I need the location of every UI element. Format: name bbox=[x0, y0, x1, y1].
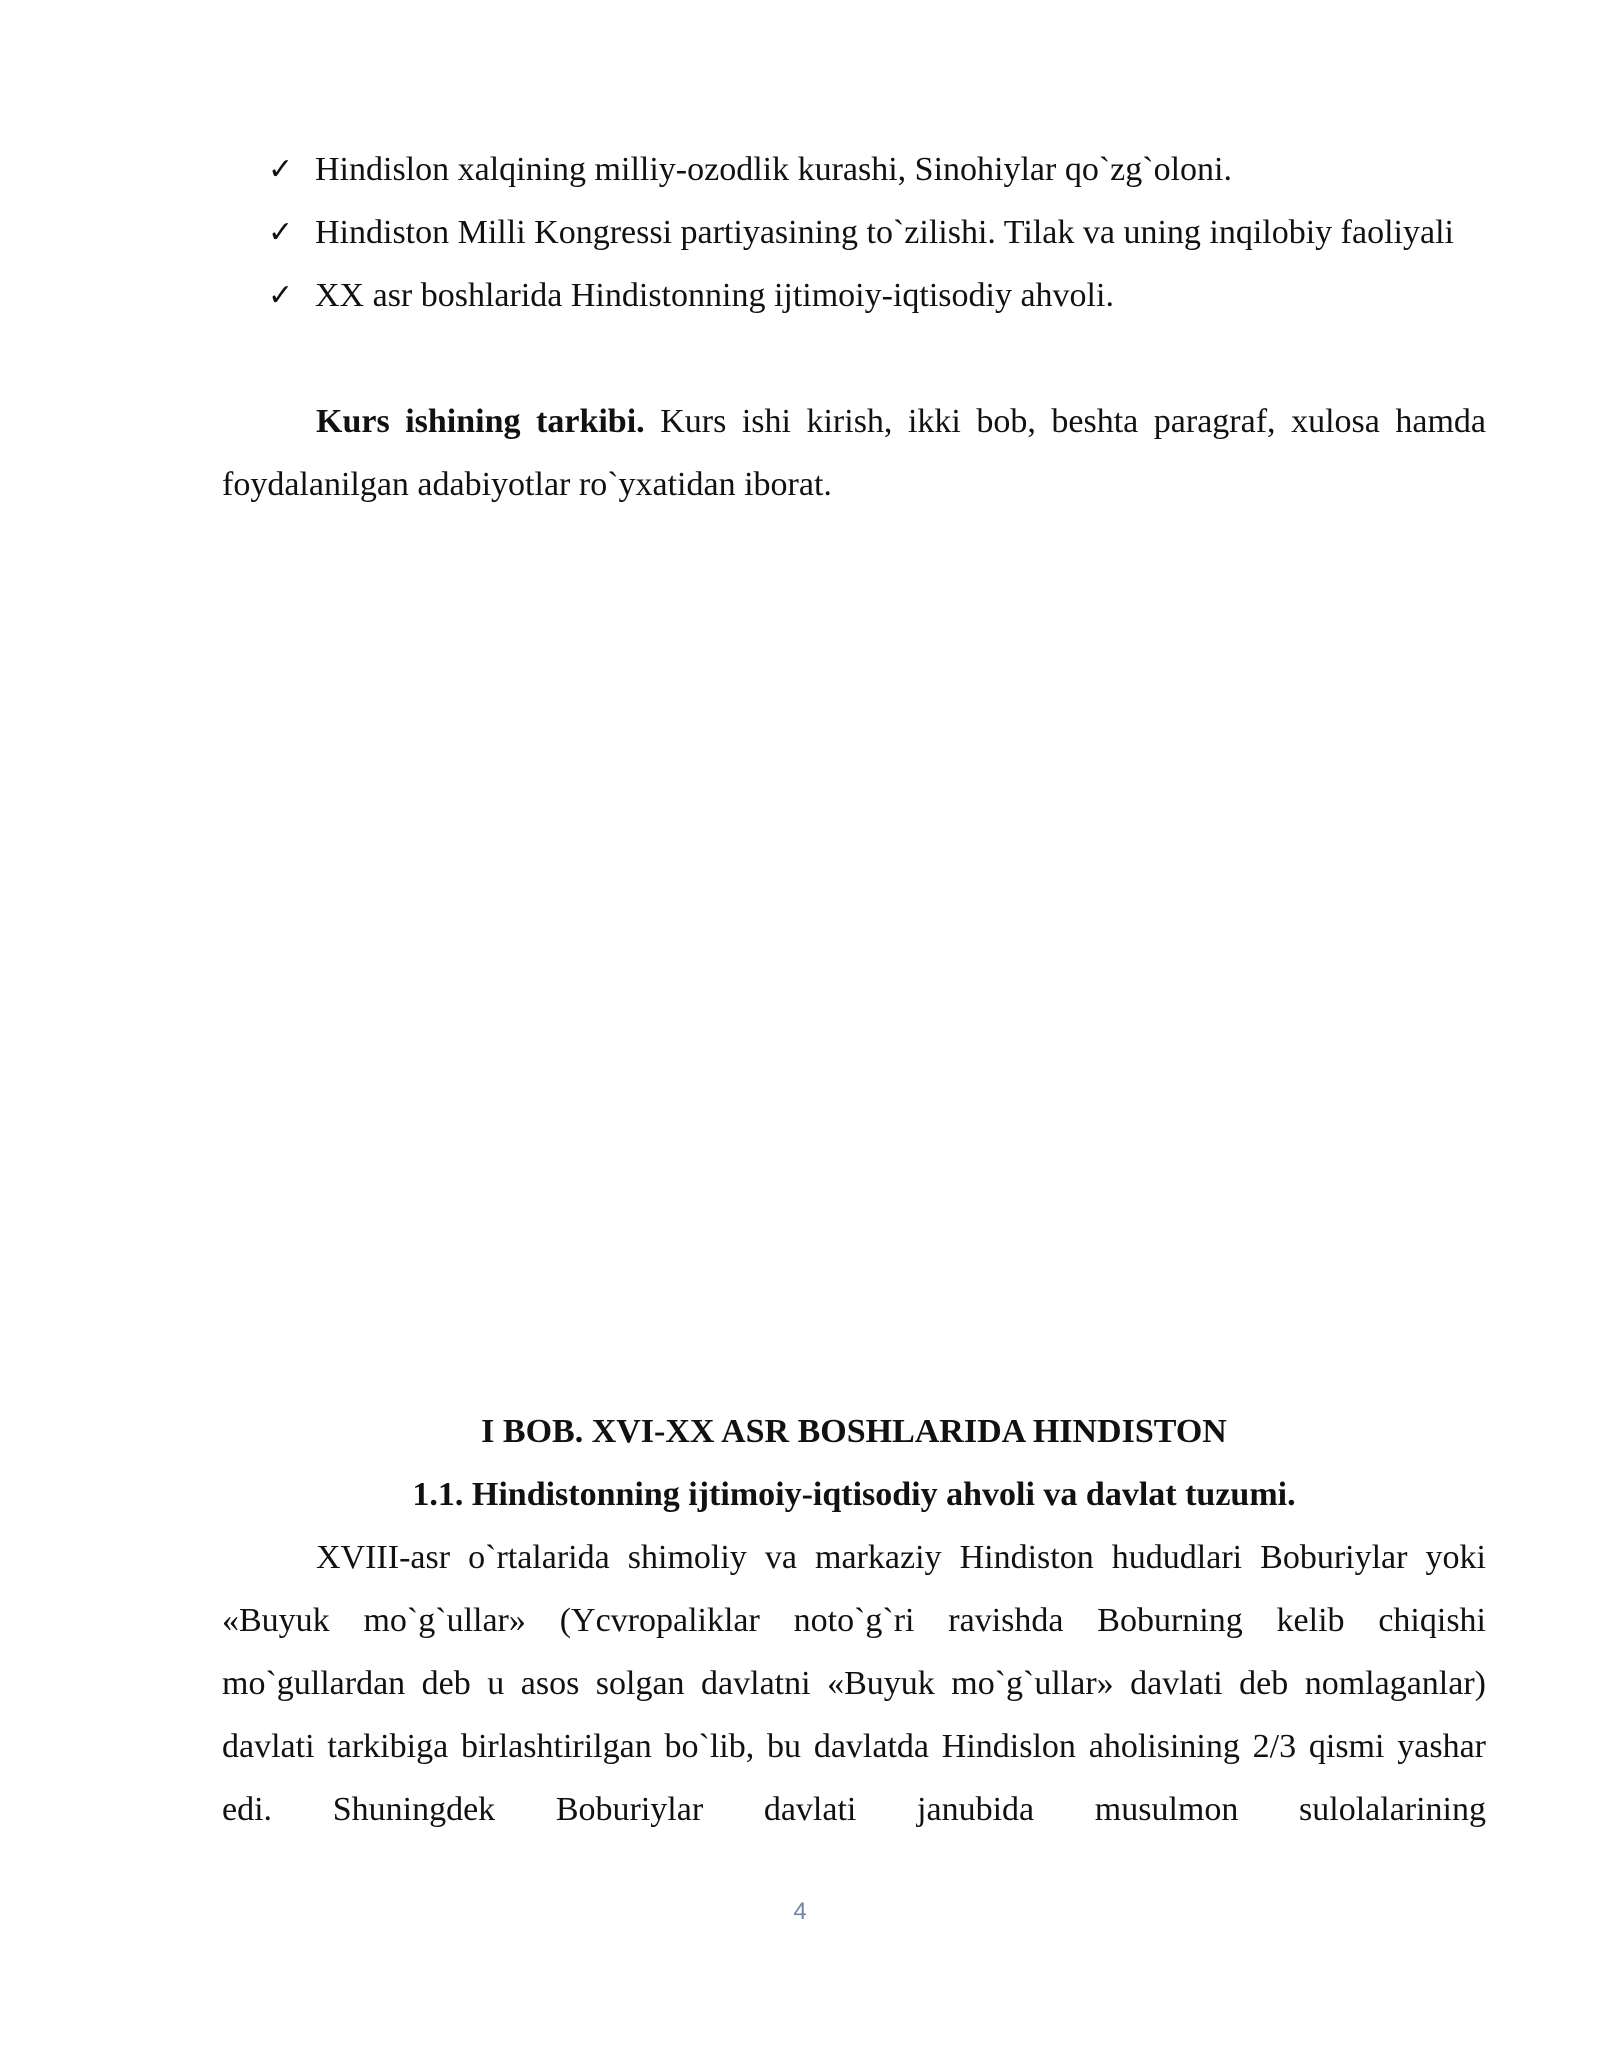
checkmark-icon: ✓ bbox=[268, 215, 294, 250]
checklist-item bbox=[268, 201, 1486, 264]
page-number: 4 bbox=[793, 1898, 807, 1925]
checklist-item bbox=[268, 264, 1486, 327]
checklist-item bbox=[268, 138, 1486, 201]
course-structure-paragraph bbox=[222, 390, 1486, 516]
section-body-paragraph: XVIII-asr o`rtalarida shimoliy va markaziy Hindiston hududlari Boburiylar yoki «Buyuk mo`g`ullar» (Ycvropaliklar noto`g`ri ravishda Boburning kelib chiqishi mo`gullardan deb u asos solgan davlatni «Buyuk mo`g`ullar» davlati deb nomlaganlar) davlati tarkibiga birlashtirilgan bo`lib, bu davlatda Hindislon aholisining 2/3 qismi yashar edi. Shuningdek Boburiylar davlati janubida musulmon sulolalarining bbox=[222, 1539, 1486, 1828]
course-structure-text: Kurs ishi kirish, ikki bob, beshta paragraf, xulosa hamda foydalanilgan adabiyotlar ro`yxatidan iborat. bbox=[222, 403, 1486, 503]
checklist-item-text: XX asr boshlarida Hindistonning ijtimoiy-iqtisodiy ahvoli. bbox=[315, 277, 1114, 314]
checkmark-icon: ✓ bbox=[268, 278, 294, 313]
checkmark-icon: ✓ bbox=[268, 152, 294, 187]
chapter-title: I BOB. XVI-XX ASR BOSHLARIDA HINDISTON bbox=[481, 1413, 1227, 1450]
checklist-item-text: Hindiston Milli Kongressi partiyasining to`zilishi. Tilak va uning inqilobiy faoliyali bbox=[315, 214, 1454, 251]
section-title: 1.1. Hindistonning ijtimoiy-iqtisodiy ahvoli va davlat tuzumi. bbox=[412, 1476, 1296, 1513]
course-structure-lead: Kurs ishining tarkibi. bbox=[316, 403, 645, 440]
topic-checklist bbox=[268, 138, 1486, 327]
checklist-item-text: Hindislon xalqining milliy-ozodlik kurashi, Sinohiylar qo`zg`oloni. bbox=[315, 151, 1232, 188]
